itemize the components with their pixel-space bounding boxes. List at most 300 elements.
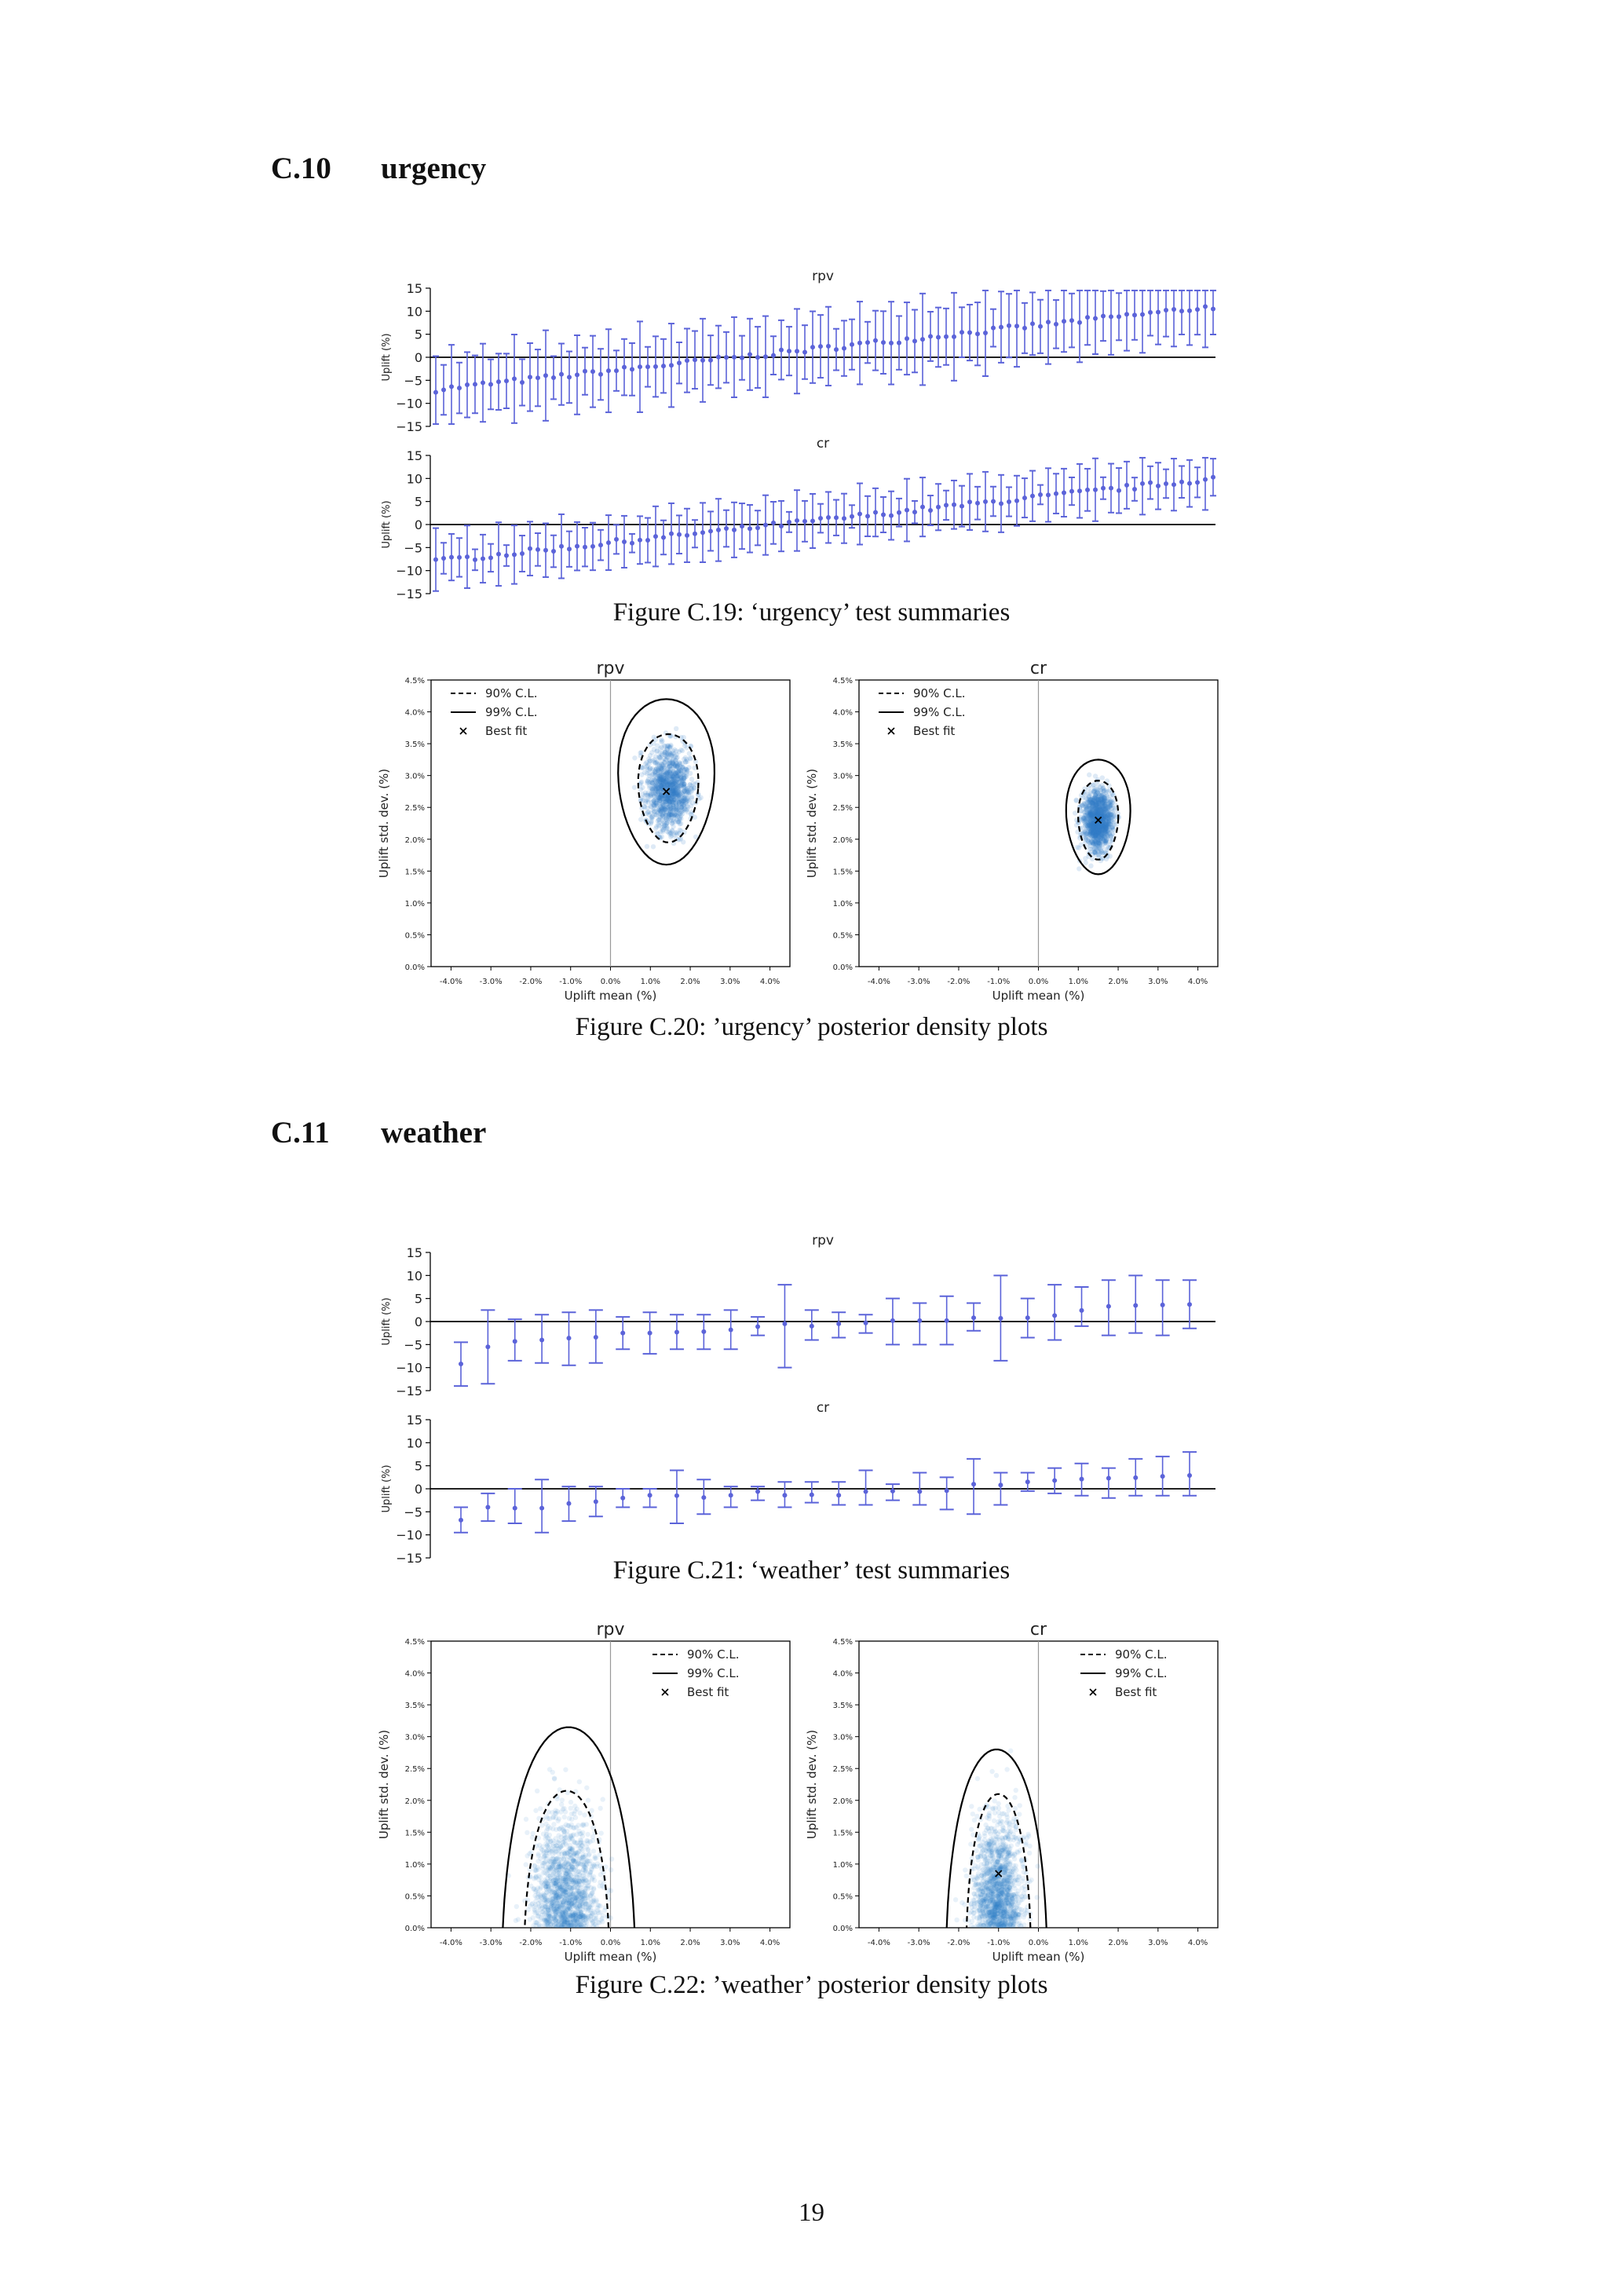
error-bar	[629, 343, 635, 396]
error-bar	[832, 1312, 846, 1337]
error-bar	[1147, 291, 1153, 336]
y-tick-label: 2.5%	[404, 804, 425, 813]
y-tick-label: 0.5%	[832, 931, 853, 941]
error-bar	[880, 311, 886, 374]
y-tick-label: 0.0%	[832, 963, 853, 972]
posterior-sample	[548, 1866, 553, 1871]
mean-point	[975, 331, 980, 336]
posterior-sample	[1077, 866, 1081, 871]
mean-point	[488, 555, 493, 560]
mean-point	[598, 372, 603, 377]
error-bar	[990, 309, 996, 347]
mean-point	[810, 1493, 814, 1497]
error-bar	[810, 494, 816, 548]
error-bar	[668, 503, 674, 564]
y-tick-label: 0.0%	[404, 963, 425, 972]
posterior-sample	[1084, 796, 1089, 801]
posterior-sample	[666, 798, 671, 803]
error-bar	[480, 344, 486, 422]
posterior-sample	[563, 1768, 568, 1772]
y-tick-label: −5	[404, 1504, 422, 1520]
mean-point	[441, 556, 446, 561]
mean-point	[983, 499, 988, 504]
error-bar	[904, 479, 910, 542]
posterior-sample	[562, 1815, 567, 1819]
mean-point	[700, 358, 705, 363]
error-bar	[857, 484, 863, 545]
mean-point	[622, 365, 627, 370]
mean-point	[917, 1318, 922, 1323]
error-bar	[825, 307, 832, 386]
y-tick-label: 1.0%	[404, 899, 425, 909]
mean-point	[716, 528, 721, 532]
mean-point	[465, 382, 470, 387]
mean-point	[575, 544, 579, 549]
error-bar	[637, 516, 643, 564]
error-bar	[943, 309, 949, 365]
mean-point	[485, 1504, 490, 1509]
error-bar	[912, 309, 918, 372]
posterior-sample	[654, 824, 659, 828]
section-title: urgency	[381, 152, 487, 185]
error-bar	[833, 329, 839, 371]
posterior-sample	[665, 826, 670, 831]
mean-point	[1077, 488, 1082, 493]
mean-point	[890, 1318, 895, 1323]
mean-point	[645, 364, 650, 369]
posterior-sample	[658, 751, 663, 755]
posterior-sample	[651, 786, 656, 791]
legend	[879, 686, 965, 738]
x-axis-label: Uplift mean (%)	[992, 989, 1085, 1003]
posterior-sample	[666, 743, 671, 748]
posterior-sample	[666, 751, 671, 756]
error-bar	[723, 510, 729, 547]
summary-panel-rpv	[381, 1233, 1215, 1398]
mean-point	[459, 1362, 463, 1366]
error-bar	[488, 544, 494, 572]
mean-point	[1203, 477, 1208, 482]
mean-point	[1187, 481, 1192, 486]
x-tick-label: -1.0%	[987, 978, 1011, 986]
error-bar	[832, 1482, 846, 1504]
mean-point	[674, 1329, 679, 1334]
mean-point	[543, 373, 548, 378]
posterior-sample	[1107, 799, 1112, 804]
mean-point	[513, 1506, 517, 1511]
mean-point	[528, 375, 532, 379]
error-bar	[1171, 291, 1177, 346]
error-bar	[598, 530, 604, 561]
mean-point	[936, 335, 941, 339]
error-bar	[1047, 1285, 1062, 1340]
mean-point	[920, 505, 925, 510]
posterior-sample	[577, 1779, 582, 1784]
posterior-sample	[1096, 788, 1101, 792]
mean-point	[520, 380, 525, 385]
error-bar	[715, 326, 722, 389]
error-bar	[1053, 473, 1059, 514]
mean-point	[755, 355, 760, 360]
posterior-sample	[659, 788, 663, 792]
posterior-sample	[562, 1851, 567, 1855]
posterior-sample	[582, 1812, 587, 1817]
error-bar	[621, 516, 627, 568]
density-panel-cr	[805, 659, 1218, 1003]
error-bar	[841, 494, 847, 543]
posterior-sample	[1102, 824, 1107, 828]
y-tick-label: −15	[396, 587, 422, 601]
error-bar	[755, 510, 761, 545]
error-bar	[993, 1275, 1007, 1361]
mean-point	[998, 1483, 1003, 1487]
mean-point	[457, 555, 462, 560]
figure-caption-c20: Figure C.20: ’urgency’ posterior density plots	[575, 1013, 1048, 1041]
posterior-sample	[533, 1808, 538, 1813]
error-bar	[1069, 477, 1075, 505]
posterior-sample	[662, 775, 667, 780]
posterior-sample	[1087, 773, 1091, 777]
y-tick-label: 15	[406, 1413, 422, 1428]
error-bar	[454, 1342, 468, 1386]
error-bar	[543, 524, 549, 577]
error-bar	[582, 348, 588, 395]
posterior-sample	[1091, 841, 1095, 846]
mean-point	[850, 342, 854, 347]
posterior-sample	[674, 755, 679, 759]
posterior-sample	[645, 844, 649, 849]
posterior-sample	[565, 1900, 570, 1905]
error-bar	[652, 506, 659, 567]
posterior-sample	[689, 786, 693, 791]
legend-label: Best fit	[913, 724, 956, 738]
y-tick-label: 1.0%	[832, 899, 853, 909]
error-bar	[700, 319, 706, 402]
error-bar	[589, 1310, 603, 1362]
mean-point	[810, 345, 815, 349]
error-bar	[1006, 487, 1012, 516]
y-tick-label: 3.0%	[404, 772, 425, 781]
error-bar	[778, 501, 784, 551]
posterior-sample	[1079, 803, 1084, 808]
error-bar	[692, 331, 698, 389]
posterior-sample	[552, 1776, 557, 1781]
mean-point	[881, 340, 886, 345]
mean-point	[1014, 324, 1019, 328]
error-bar	[605, 329, 612, 412]
mean-point	[1148, 481, 1153, 485]
mean-point	[724, 526, 729, 531]
mean-point	[1030, 321, 1035, 326]
posterior-sample	[678, 828, 682, 832]
mean-point	[842, 516, 846, 521]
posterior-sample	[583, 1901, 588, 1906]
y-tick-label: 2.5%	[832, 804, 853, 813]
mean-point	[1080, 1477, 1084, 1482]
mean-point	[1109, 486, 1113, 491]
posterior-sample	[1088, 863, 1093, 868]
mean-point	[889, 341, 894, 345]
posterior-sample	[671, 803, 675, 807]
error-bar	[1061, 469, 1067, 517]
mean-point	[1132, 487, 1137, 492]
mean-point	[606, 540, 611, 545]
error-bar	[511, 525, 517, 584]
y-tick-label: −10	[396, 1527, 422, 1543]
error-bar	[940, 1296, 954, 1345]
mean-point	[755, 1324, 760, 1329]
posterior-sample	[585, 1832, 590, 1837]
mean-point	[1046, 320, 1051, 324]
posterior-sample	[648, 753, 652, 758]
mean-point	[1124, 483, 1129, 488]
mean-point	[889, 514, 894, 518]
mean-point	[677, 360, 682, 365]
posterior-sample	[678, 787, 682, 792]
mean-point	[802, 349, 807, 354]
error-bar	[1131, 477, 1138, 501]
error-bar	[841, 320, 847, 375]
mean-point	[881, 512, 886, 517]
posterior-sample	[646, 767, 651, 772]
error-bar	[433, 356, 439, 424]
legend-label: 99% C.L.	[913, 705, 966, 719]
error-bar	[974, 487, 981, 520]
posterior-sample	[562, 1838, 567, 1843]
error-bar	[731, 317, 737, 397]
posterior-sample	[687, 751, 692, 755]
error-bar	[503, 353, 510, 408]
error-bar	[1100, 477, 1106, 499]
mean-point	[782, 1493, 787, 1497]
mean-point	[449, 384, 454, 389]
mean-point	[465, 554, 470, 559]
error-bar	[1179, 466, 1185, 498]
error-bar	[777, 1482, 791, 1507]
error-bar	[582, 528, 588, 566]
posterior-sample	[555, 1809, 560, 1814]
mean-point	[708, 358, 713, 363]
y-tick-label: −5	[404, 540, 422, 556]
posterior-sample	[572, 1826, 576, 1830]
x-tick-label: 3.0%	[720, 978, 740, 986]
y-tick-label: 1.5%	[832, 868, 853, 877]
error-bar	[802, 325, 808, 379]
page-number: 19	[799, 2199, 824, 2227]
mean-point	[594, 1335, 598, 1340]
mean-point	[864, 1490, 868, 1494]
posterior-sample	[651, 844, 656, 849]
error-bar	[1186, 460, 1193, 507]
error-bar	[888, 302, 894, 384]
posterior-sample	[555, 1885, 560, 1890]
error-bar	[951, 293, 957, 381]
posterior-sample	[638, 817, 643, 821]
posterior-sample	[551, 1822, 556, 1826]
mean-point	[551, 375, 556, 380]
mean-point	[1007, 499, 1011, 504]
mean-point	[771, 353, 776, 358]
y-axis-label: Uplift std. dev. (%)	[805, 768, 819, 879]
error-bar	[550, 356, 557, 400]
error-bar	[508, 1319, 522, 1361]
posterior-sample	[660, 834, 664, 839]
posterior-sample	[1098, 850, 1102, 855]
mean-point	[488, 382, 493, 386]
posterior-sample	[537, 1903, 542, 1908]
error-bar	[802, 501, 808, 542]
mean-point	[1080, 1308, 1084, 1313]
panel-title: rpv	[596, 1620, 625, 1640]
mean-point	[1022, 495, 1027, 500]
posterior-sample	[666, 805, 671, 810]
mean-point	[971, 1315, 976, 1320]
posterior-sample	[646, 810, 651, 814]
error-bar	[1014, 291, 1020, 367]
posterior-sample	[688, 756, 693, 761]
error-bar	[935, 308, 941, 367]
posterior-sample	[677, 749, 682, 754]
error-bar	[849, 320, 855, 370]
posterior-sample	[682, 744, 687, 748]
posterior-sample	[1109, 825, 1114, 830]
error-bar	[755, 327, 761, 388]
summary-panel-cr	[381, 1400, 1215, 1566]
mean-point	[638, 538, 642, 543]
mean-point	[873, 338, 878, 343]
posterior-sample	[585, 1914, 590, 1919]
posterior-sample	[652, 798, 656, 803]
posterior-sample	[576, 1861, 581, 1866]
mean-point	[674, 1493, 679, 1498]
y-tick-label: −15	[396, 419, 422, 434]
mean-point	[457, 386, 462, 390]
error-bar	[1179, 291, 1185, 335]
panel-title: rpv	[596, 659, 625, 678]
legend-label: 99% C.L.	[485, 705, 538, 719]
error-bar	[495, 353, 502, 410]
posterior-sample	[1097, 841, 1102, 846]
error-bar	[660, 339, 667, 393]
mean-point	[729, 1328, 733, 1333]
x-tick-label: 4.0%	[1187, 978, 1208, 986]
mean-point	[810, 518, 815, 523]
error-bar	[1075, 1287, 1089, 1326]
mean-point	[724, 355, 729, 360]
mean-point	[740, 524, 744, 528]
posterior-sample	[600, 1797, 605, 1801]
mean-point	[504, 378, 509, 383]
mean-point	[1052, 1313, 1057, 1318]
mean-point	[1030, 494, 1035, 499]
error-bar	[825, 492, 832, 543]
mean-point	[912, 510, 917, 514]
posterior-sample	[524, 1817, 528, 1822]
error-bar	[481, 1493, 495, 1521]
error-bar	[912, 501, 918, 523]
posterior-sample	[1077, 846, 1081, 850]
error-bar	[1202, 458, 1208, 510]
posterior-sample	[665, 770, 670, 775]
posterior-sample	[524, 1862, 528, 1866]
mean-point	[1187, 1302, 1192, 1307]
error-bar	[613, 525, 620, 554]
error-bar	[896, 316, 902, 369]
y-tick-label: 4.5%	[832, 677, 853, 686]
y-tick-label: 0	[414, 1482, 422, 1497]
mean-point	[1211, 475, 1215, 480]
error-bar	[817, 504, 824, 533]
y-axis-label: Uplift std. dev. (%)	[377, 768, 391, 879]
mean-point	[936, 505, 941, 510]
mean-point	[732, 355, 737, 360]
mean-point	[1132, 313, 1137, 317]
mean-point	[998, 1316, 1003, 1321]
mean-point	[836, 1493, 841, 1497]
mean-point	[1161, 1303, 1165, 1307]
mean-point	[983, 331, 988, 335]
error-bar	[1116, 468, 1122, 513]
error-bar	[786, 327, 792, 375]
mean-point	[991, 326, 996, 331]
error-bar	[488, 360, 494, 410]
mean-point	[975, 501, 980, 506]
error-bar	[833, 500, 839, 536]
posterior-sample	[1087, 828, 1091, 833]
mean-point	[598, 543, 603, 547]
posterior-sample	[598, 1806, 602, 1811]
error-bar	[974, 302, 981, 365]
mean-point	[1133, 1475, 1138, 1480]
y-tick-label: 10	[406, 304, 422, 320]
mean-point	[928, 334, 933, 338]
mean-point	[512, 376, 517, 381]
mean-point	[971, 1482, 976, 1486]
mean-point	[567, 547, 572, 551]
mean-point	[1211, 306, 1215, 311]
error-bar	[998, 291, 1004, 363]
error-bar	[684, 509, 690, 562]
legend-label: 90% C.L.	[913, 686, 966, 700]
mean-point	[945, 1488, 949, 1493]
posterior-sample	[532, 1876, 536, 1881]
mean-point	[787, 520, 791, 525]
posterior-sample	[651, 768, 656, 773]
posterior-sample	[1087, 836, 1091, 841]
error-bar	[919, 294, 926, 386]
error-bar	[967, 305, 973, 360]
mean-point	[459, 1518, 463, 1523]
y-tick-label: 5	[414, 494, 422, 510]
posterior-sample	[667, 765, 671, 770]
posterior-sample	[1099, 828, 1104, 833]
y-tick-label: 10	[406, 471, 422, 487]
mean-point	[1156, 484, 1161, 488]
mean-point	[999, 501, 1003, 506]
posterior-sample	[1073, 810, 1077, 815]
mean-point	[528, 547, 532, 551]
mean-point	[685, 533, 689, 538]
mean-point	[708, 528, 713, 533]
posterior-sample	[675, 777, 680, 781]
y-tick-label: 0	[414, 1314, 422, 1329]
posterior-sample	[1082, 810, 1087, 814]
posterior-sample	[535, 1789, 539, 1793]
error-bar	[652, 336, 659, 397]
posterior-sample	[1090, 811, 1095, 816]
mean-point	[912, 338, 917, 343]
mean-point	[614, 368, 619, 373]
